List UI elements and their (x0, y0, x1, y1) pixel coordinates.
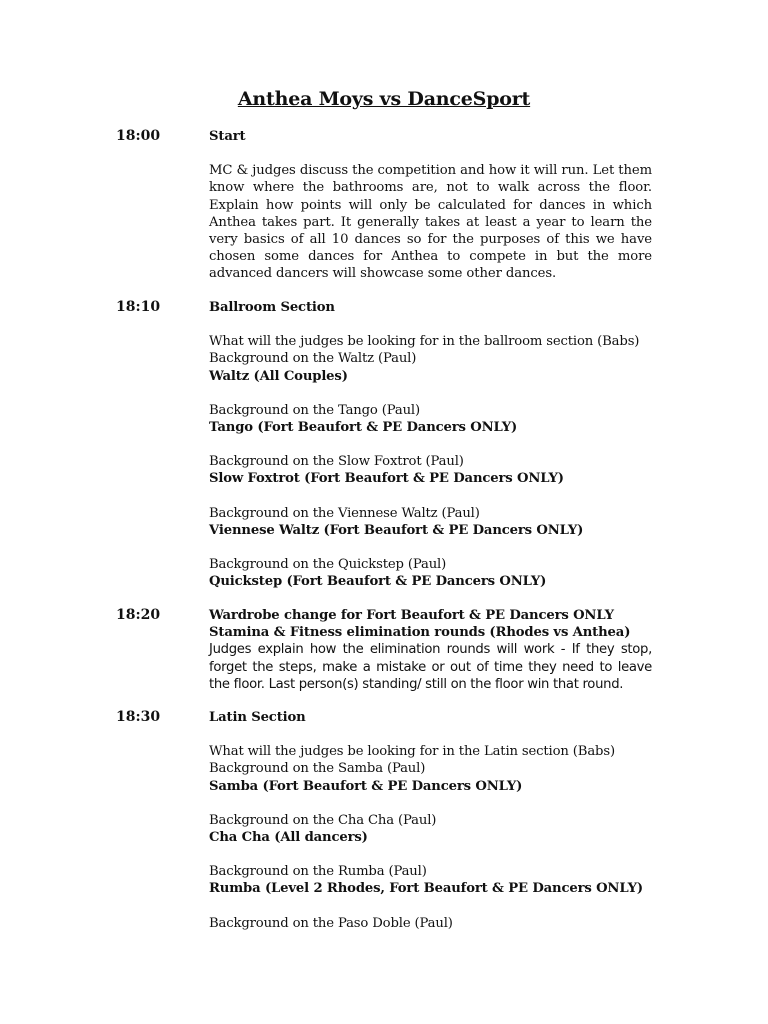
dance-line: Samba (Fort Beaufort & PE Dancers ONLY) (209, 778, 523, 794)
section-intro: What will the judges be looking for in the Latin section (Babs) (209, 744, 615, 760)
dance-line: Viennese Waltz (Fort Beaufort & PE Dancers ONLY) (209, 522, 584, 538)
section-heading: Latin Section (209, 710, 306, 725)
time-label: 18:10 (116, 299, 161, 315)
section-heading: Ballroom Section (209, 300, 335, 315)
time-label: 18:20 (116, 607, 161, 623)
background-line: Background on the Tango (Paul) (209, 402, 420, 418)
dance-line: Waltz (All Couples) (209, 368, 348, 384)
block-content (209, 607, 652, 693)
document-title: Anthea Moys vs DanceSport (237, 88, 531, 110)
section-subheading: Stamina & Fitness elimination rounds (Rhodes vs Anthea) (209, 625, 631, 641)
section-heading: Start (209, 129, 246, 144)
dance-line: Slow Foxtrot (Fort Beaufort & PE Dancers ONLY) (209, 471, 564, 487)
background-line: Background on the Viennese Waltz (Paul) (209, 505, 480, 521)
section-paragraph: Judges explain how the elimination rounds will work - If they stop, forget the steps, make a mistake or out of time they need to leave the floor. Last person(s) standing/ still on the floor win that round. (209, 642, 652, 692)
background-line: Background on the Quickstep (Paul) (209, 556, 447, 572)
background-line: Background on the Slow Foxtrot (Paul) (209, 454, 464, 470)
section-paragraph: MC & judges discuss the competition and how it will run. Let them know where the bathrooms are, not to walk across the floor. Explain how points will only be calculated for dances in which Anthea takes part. It generally takes at least a year to learn the very basics of all 10 dances so for the purposes of this we have chosen some dances for Anthea to compete in but the more advanced dancers will showcase some other dances. (209, 163, 652, 282)
section-intro: What will the judges be looking for in the ballroom section (Babs) (209, 334, 640, 350)
dance-line: Quickstep (Fort Beaufort & PE Dancers ONLY) (209, 574, 547, 590)
section-heading: Wardrobe change for Fort Beaufort & PE Dancers ONLY (209, 608, 614, 623)
dance-line: Cha Cha (All dancers) (209, 829, 368, 845)
block-content (209, 128, 652, 283)
background-line: Background on the Cha Cha (Paul) (209, 812, 437, 828)
background-line: Background on the Rumba (Paul) (209, 864, 427, 880)
background-line: Background on the Samba (Paul) (209, 761, 426, 777)
time-label: 18:30 (116, 709, 161, 725)
dance-line: Rumba (Level 2 Rhodes, Fort Beaufort & PE Dancers ONLY) (209, 881, 643, 897)
time-label: 18:00 (116, 128, 161, 144)
block-content (209, 709, 652, 932)
background-line: Background on the Waltz (Paul) (209, 351, 417, 367)
block-content (209, 299, 652, 590)
background-line: Background on the Paso Doble (Paul) (209, 915, 453, 931)
dance-line: Tango (Fort Beaufort & PE Dancers ONLY) (209, 419, 518, 435)
